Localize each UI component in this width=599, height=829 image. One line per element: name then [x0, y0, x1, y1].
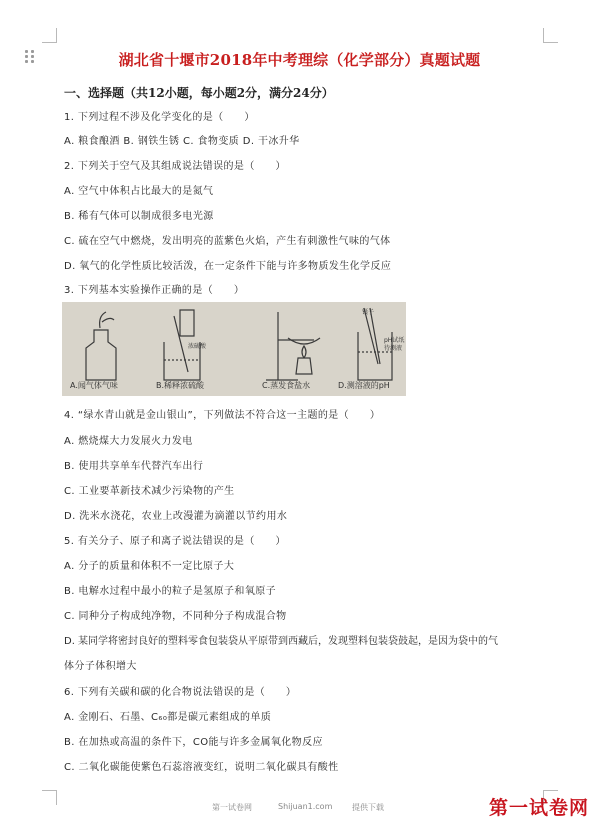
question-4-option-c: C. 工业要革新技术减少污染物的产生 — [64, 486, 235, 497]
question-4-stem: 4. “绿水青山就是金山银山”，下列做法不符合这一主题的是（ ） — [64, 410, 381, 421]
label-concentrated-acid: 浓硫酸 — [188, 343, 207, 350]
crop-mark-top-right — [543, 28, 558, 43]
footer-site-name: 第一试卷网 — [212, 803, 252, 812]
question-5-option-d-continued: 体分子体积增大 — [64, 661, 137, 672]
question-2-option-a: A. 空气中体积占比最大的是氮气 — [64, 186, 214, 197]
question-1-stem: 1. 下列过程不涉及化学变化的是（ ） — [64, 112, 255, 123]
site-logo: 第一试卷网 — [488, 797, 589, 819]
figure-caption-b: B.稀释浓硫酸 — [156, 381, 205, 390]
question-5-stem: 5. 有关分子、原子和离子说法错误的是（ ） — [64, 536, 286, 547]
figure-caption-c: C.蒸发食盐水 — [262, 381, 311, 390]
question-6-option-a: A. 金刚石、石墨、C₆₀都是碳元素组成的单质 — [64, 712, 272, 723]
question-5-option-a: A. 分子的质量和体积不一定比原子大 — [64, 561, 235, 572]
question-2-option-b: B. 稀有气体可以制成很多电光源 — [64, 211, 214, 222]
crop-mark-top-left — [42, 28, 57, 43]
footer-site-url[interactable]: Shijuan1.com — [278, 802, 333, 811]
figure-caption-a: A.闻气体气味 — [70, 381, 118, 390]
question-4-option-b: B. 使用共享单车代替汽车出行 — [64, 461, 204, 472]
question-5-option-b: B. 电解水过程中最小的粒子是氢原子和氧原子 — [64, 586, 277, 597]
question-4-option-a: A. 燃烧煤大力发展火力发电 — [64, 436, 193, 447]
label-tweezers: 镊子 — [362, 309, 375, 316]
figure-caption-d: D.测溶液的pH — [338, 381, 390, 390]
question-1-options: A. 粮食酿酒 B. 钢铁生锈 C. 食物变质 D. 干冰升华 — [64, 136, 300, 147]
question-6-option-c: C. 二氧化碳能使紫色石蕊溶液变红，说明二氧化碳具有酸性 — [64, 762, 339, 773]
question-5-option-d: D. 某同学将密封良好的塑料零食包装袋从平原带到西藏后，发现塑料包装袋鼓起，是因为袋中的气 — [64, 636, 499, 647]
label-test-solution: 待测液 — [384, 345, 403, 352]
question-2-option-d: D. 氧气的化学性质比较活泼，在一定条件下能与许多物质发生化学反应 — [64, 261, 392, 272]
question-5-option-c: C. 同种分子构成纯净物，不同种分子构成混合物 — [64, 611, 287, 622]
question-4-option-d: D. 洗米水浇花，农业上改漫灌为滴灌以节约用水 — [64, 511, 288, 522]
question-2-option-c: C. 硫在空气中燃烧，发出明亮的蓝紫色火焰，产生有刺激性气味的气体 — [64, 236, 391, 247]
question-3-stem: 3. 下列基本实验操作正确的是（ ） — [64, 285, 245, 296]
document-title: 湖北省十堰市2018年中考理综（化学部分）真题试题 — [118, 51, 481, 69]
question-6-option-b: B. 在加热或高温的条件下，CO能与许多金属氧化物反应 — [64, 737, 323, 748]
section-heading: 一、选择题（共12小题，每小题2分，满分24分） — [64, 86, 334, 100]
lab-operations-figure — [62, 302, 406, 396]
question-6-stem: 6. 下列有关碳和碳的化合物说法错误的是（ ） — [64, 687, 297, 698]
label-ph-paper: pH试纸 — [384, 337, 405, 344]
footer-download-text: 提供下载 — [352, 803, 384, 812]
question-2-stem: 2. 下列关于空气及其组成说法错误的是（ ） — [64, 161, 286, 172]
